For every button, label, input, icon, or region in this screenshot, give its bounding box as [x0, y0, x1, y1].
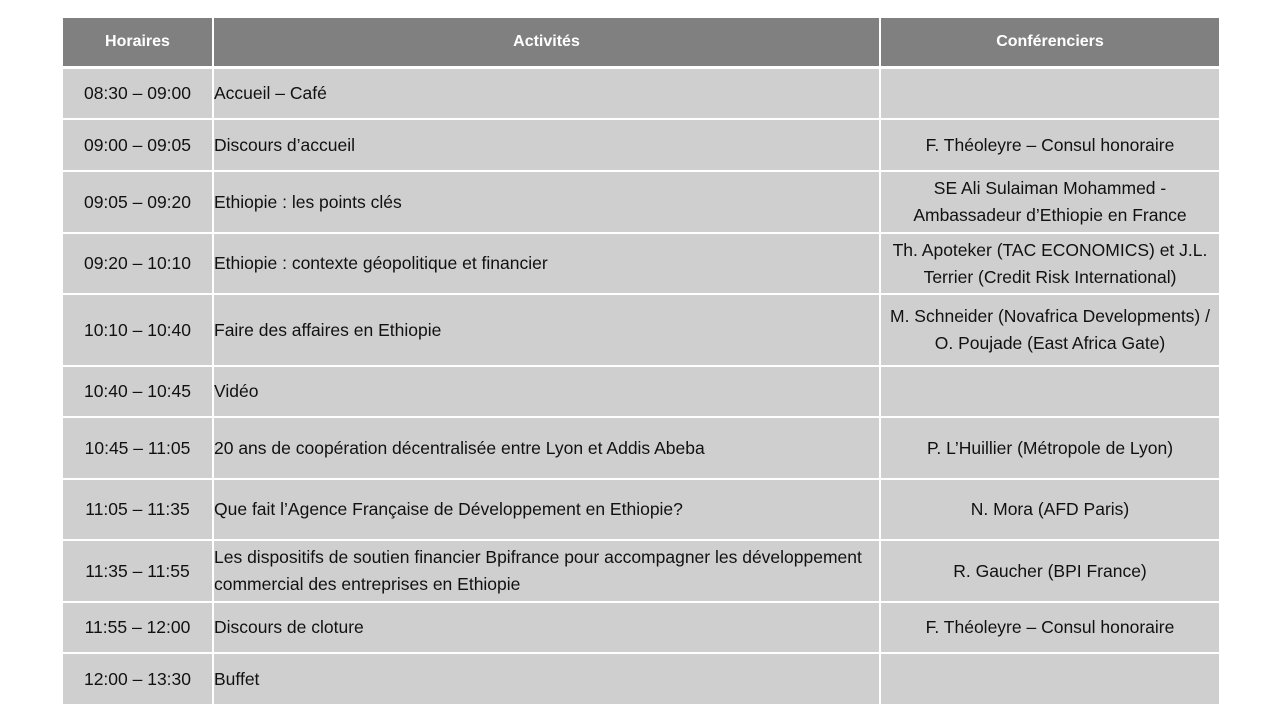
table-row — [62, 653, 1220, 705]
table-row — [62, 479, 1220, 540]
speaker-cell — [880, 366, 1220, 417]
table-row — [62, 602, 1220, 653]
time-cell: 10:10 – 10:40 — [62, 294, 213, 366]
speaker-cell: R. Gaucher (BPI France) — [880, 540, 1220, 602]
time-cell: 09:00 – 09:05 — [62, 119, 213, 171]
activity-cell: Les dispositifs de soutien financier Bpifrance pour accompagner les développement commercial des entreprises en Ethiopie — [213, 540, 880, 602]
time-cell: 09:20 – 10:10 — [62, 233, 213, 294]
activity-cell: Buffet — [213, 653, 880, 705]
speaker-cell: N. Mora (AFD Paris) — [880, 479, 1220, 540]
speaker-cell: F. Théoleyre – Consul honoraire — [880, 602, 1220, 653]
time-cell: 10:45 – 11:05 — [62, 417, 213, 479]
activity-cell: Discours de cloture — [213, 602, 880, 653]
time-cell: 10:40 – 10:45 — [62, 366, 213, 417]
header-time: Horaires — [62, 17, 213, 67]
table-row — [62, 233, 1220, 294]
time-cell: 09:05 – 09:20 — [62, 171, 213, 233]
header-activity: Activités — [213, 17, 880, 67]
speaker-cell — [880, 653, 1220, 705]
table-row — [62, 171, 1220, 233]
time-cell: 11:55 – 12:00 — [62, 602, 213, 653]
table-header — [62, 17, 1220, 67]
activity-cell: Ethiopie : contexte géopolitique et financier — [213, 233, 880, 294]
activity-cell: Que fait l’Agence Française de Développement en Ethiopie? — [213, 479, 880, 540]
speaker-cell: Th. Apoteker (TAC ECONOMICS) et J.L. Terrier (Credit Risk International) — [880, 233, 1220, 294]
schedule-table — [61, 16, 1221, 706]
time-cell: 11:05 – 11:35 — [62, 479, 213, 540]
activity-cell: Faire des affaires en Ethiopie — [213, 294, 880, 366]
speaker-cell: P. L’Huillier (Métropole de Lyon) — [880, 417, 1220, 479]
header-row — [62, 17, 1220, 67]
table-row — [62, 366, 1220, 417]
activity-cell: 20 ans de coopération décentralisée entre Lyon et Addis Abeba — [213, 417, 880, 479]
time-cell: 08:30 – 09:00 — [62, 67, 213, 119]
table-body — [62, 67, 1220, 705]
speaker-cell: F. Théoleyre – Consul honoraire — [880, 119, 1220, 171]
table-row — [62, 417, 1220, 479]
activity-cell: Vidéo — [213, 366, 880, 417]
table-row — [62, 67, 1220, 119]
header-speakers: Conférenciers — [880, 17, 1220, 67]
time-cell: 11:35 – 11:55 — [62, 540, 213, 602]
activity-cell: Discours d’accueil — [213, 119, 880, 171]
speaker-cell: SE Ali Sulaiman Mohammed - Ambassadeur d’Ethiopie en France — [880, 171, 1220, 233]
speaker-cell: M. Schneider (Novafrica Developments) / O. Poujade (East Africa Gate) — [880, 294, 1220, 366]
table-row — [62, 119, 1220, 171]
speaker-cell — [880, 67, 1220, 119]
table-row — [62, 540, 1220, 602]
activity-cell: Accueil – Café — [213, 67, 880, 119]
activity-cell: Ethiopie : les points clés — [213, 171, 880, 233]
table-row — [62, 294, 1220, 366]
time-cell: 12:00 – 13:30 — [62, 653, 213, 705]
